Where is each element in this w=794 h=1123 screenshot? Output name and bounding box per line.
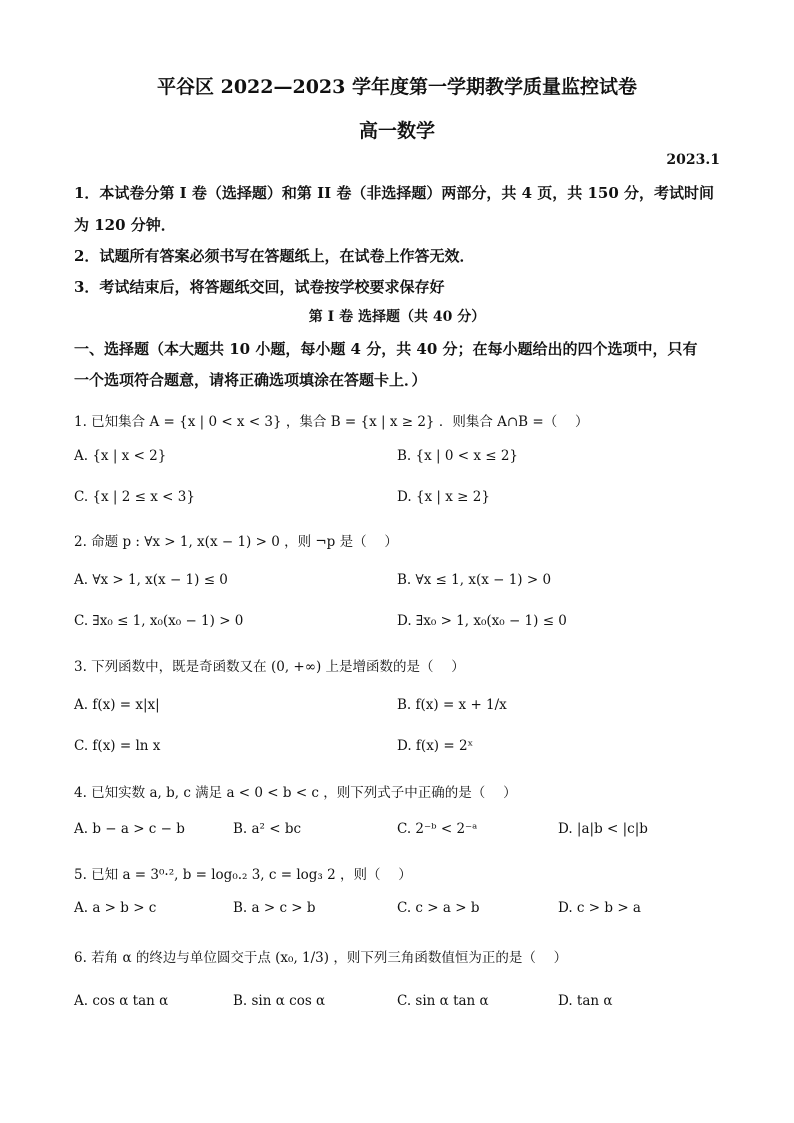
question-3-option-a: A. f(x) = x|x| — [74, 697, 160, 713]
question-6-option-b: B. sin α cos α — [233, 993, 326, 1009]
note-1-cont: 为 120 分钟． — [74, 216, 176, 234]
exam-subject: 高一数学 — [358, 120, 435, 142]
note-2: 2．试题所有答案必须书写在答题纸上，在试卷上作答无效． — [74, 247, 475, 265]
question-1-option-c: C. {x | 2 ≤ x < 3} — [74, 489, 195, 505]
section-intro-2: 一个选项符合题意，请将正确选项填涂在答题卡上．） — [74, 371, 427, 389]
question-2-option-b: B. ∀x ≤ 1, x(x − 1) > 0 — [397, 572, 552, 588]
question-3-option-c: C. f(x) = ln x — [74, 738, 161, 754]
question-2-stem: 2. 命题 p : ∀x > 1, x(x − 1) > 0 ，则 ¬p 是（ ） — [74, 534, 398, 550]
question-6-option-a: A. cos α tan α — [74, 993, 169, 1009]
question-2-option-c: C. ∃x₀ ≤ 1, x₀(x₀ − 1) > 0 — [74, 613, 244, 629]
question-2-option-a: A. ∀x > 1, x(x − 1) ≤ 0 — [74, 572, 228, 588]
question-4-stem: 4. 已知实数 a, b, c 满足 a < 0 < b < c ，则下列式子中正确的是（ ） — [74, 785, 517, 801]
question-4-option-d: D. |a|b < |c|b — [558, 821, 648, 837]
question-3-option-b: B. f(x) = x + 1/x — [397, 697, 507, 713]
question-3-option-d: D. f(x) = 2ˣ — [397, 738, 474, 754]
question-6-option-c: C. sin α tan α — [397, 993, 489, 1009]
question-5-option-b: B. a > c > b — [233, 900, 316, 916]
question-5-option-c: C. c > a > b — [397, 900, 480, 916]
question-1-stem: 1. 已知集合 A = {x | 0 < x < 3} ，集合 B = {x | x ≥ 2} ．则集合 A∩B =（ ） — [74, 414, 589, 430]
question-4-option-a: A. b − a > c − b — [74, 821, 185, 837]
question-5-option-d: D. c > b > a — [558, 900, 641, 916]
question-5-stem: 5. 已知 a = 3⁰·², b = log₀.₂ 3, c = log₃ 2 ，则（ ） — [74, 867, 412, 883]
question-4-option-b: B. a² < bc — [233, 821, 302, 837]
question-1-option-b: B. {x | 0 < x ≤ 2} — [397, 448, 519, 464]
question-3-stem: 3. 下列函数中，既是奇函数又在 (0, +∞) 上是增函数的是（ ） — [74, 659, 465, 675]
question-6-option-d: D. tan α — [558, 993, 613, 1009]
question-1-option-a: A. {x | x < 2} — [74, 448, 167, 464]
exam-date: 2023.1 — [666, 152, 720, 168]
question-6-stem: 6. 若角 α 的终边与单位圆交于点 (x₀, 1/3) ，则下列三角函数值恒为正的是（ ） — [74, 950, 568, 966]
question-5-option-a: A. a > b > c — [74, 900, 157, 916]
exam-title: 平谷区 2022—2023 学年度第一学期教学质量监控试卷 — [157, 76, 637, 98]
question-4-option-c: C. 2⁻ᵇ < 2⁻ᵃ — [397, 821, 478, 837]
section-intro-1: 一、选择题（本大题共 10 小题，每小题 4 分，共 40 分；在每小题给出的四个选项中，只有 — [74, 340, 698, 358]
question-2-option-d: D. ∃x₀ > 1, x₀(x₀ − 1) ≤ 0 — [397, 613, 567, 629]
note-3: 3．考试结束后，将答题纸交回，试卷按学校要求保存好 — [74, 278, 445, 296]
section-heading: 第 I 卷 选择题（共 40 分） — [308, 309, 486, 325]
note-1: 1．本试卷分第 I 卷（选择题）和第 II 卷（非选择题）两部分，共 4 页，共 150 分，考试时间 — [74, 184, 715, 202]
question-1-option-d: D. {x | x ≥ 2} — [397, 489, 490, 505]
